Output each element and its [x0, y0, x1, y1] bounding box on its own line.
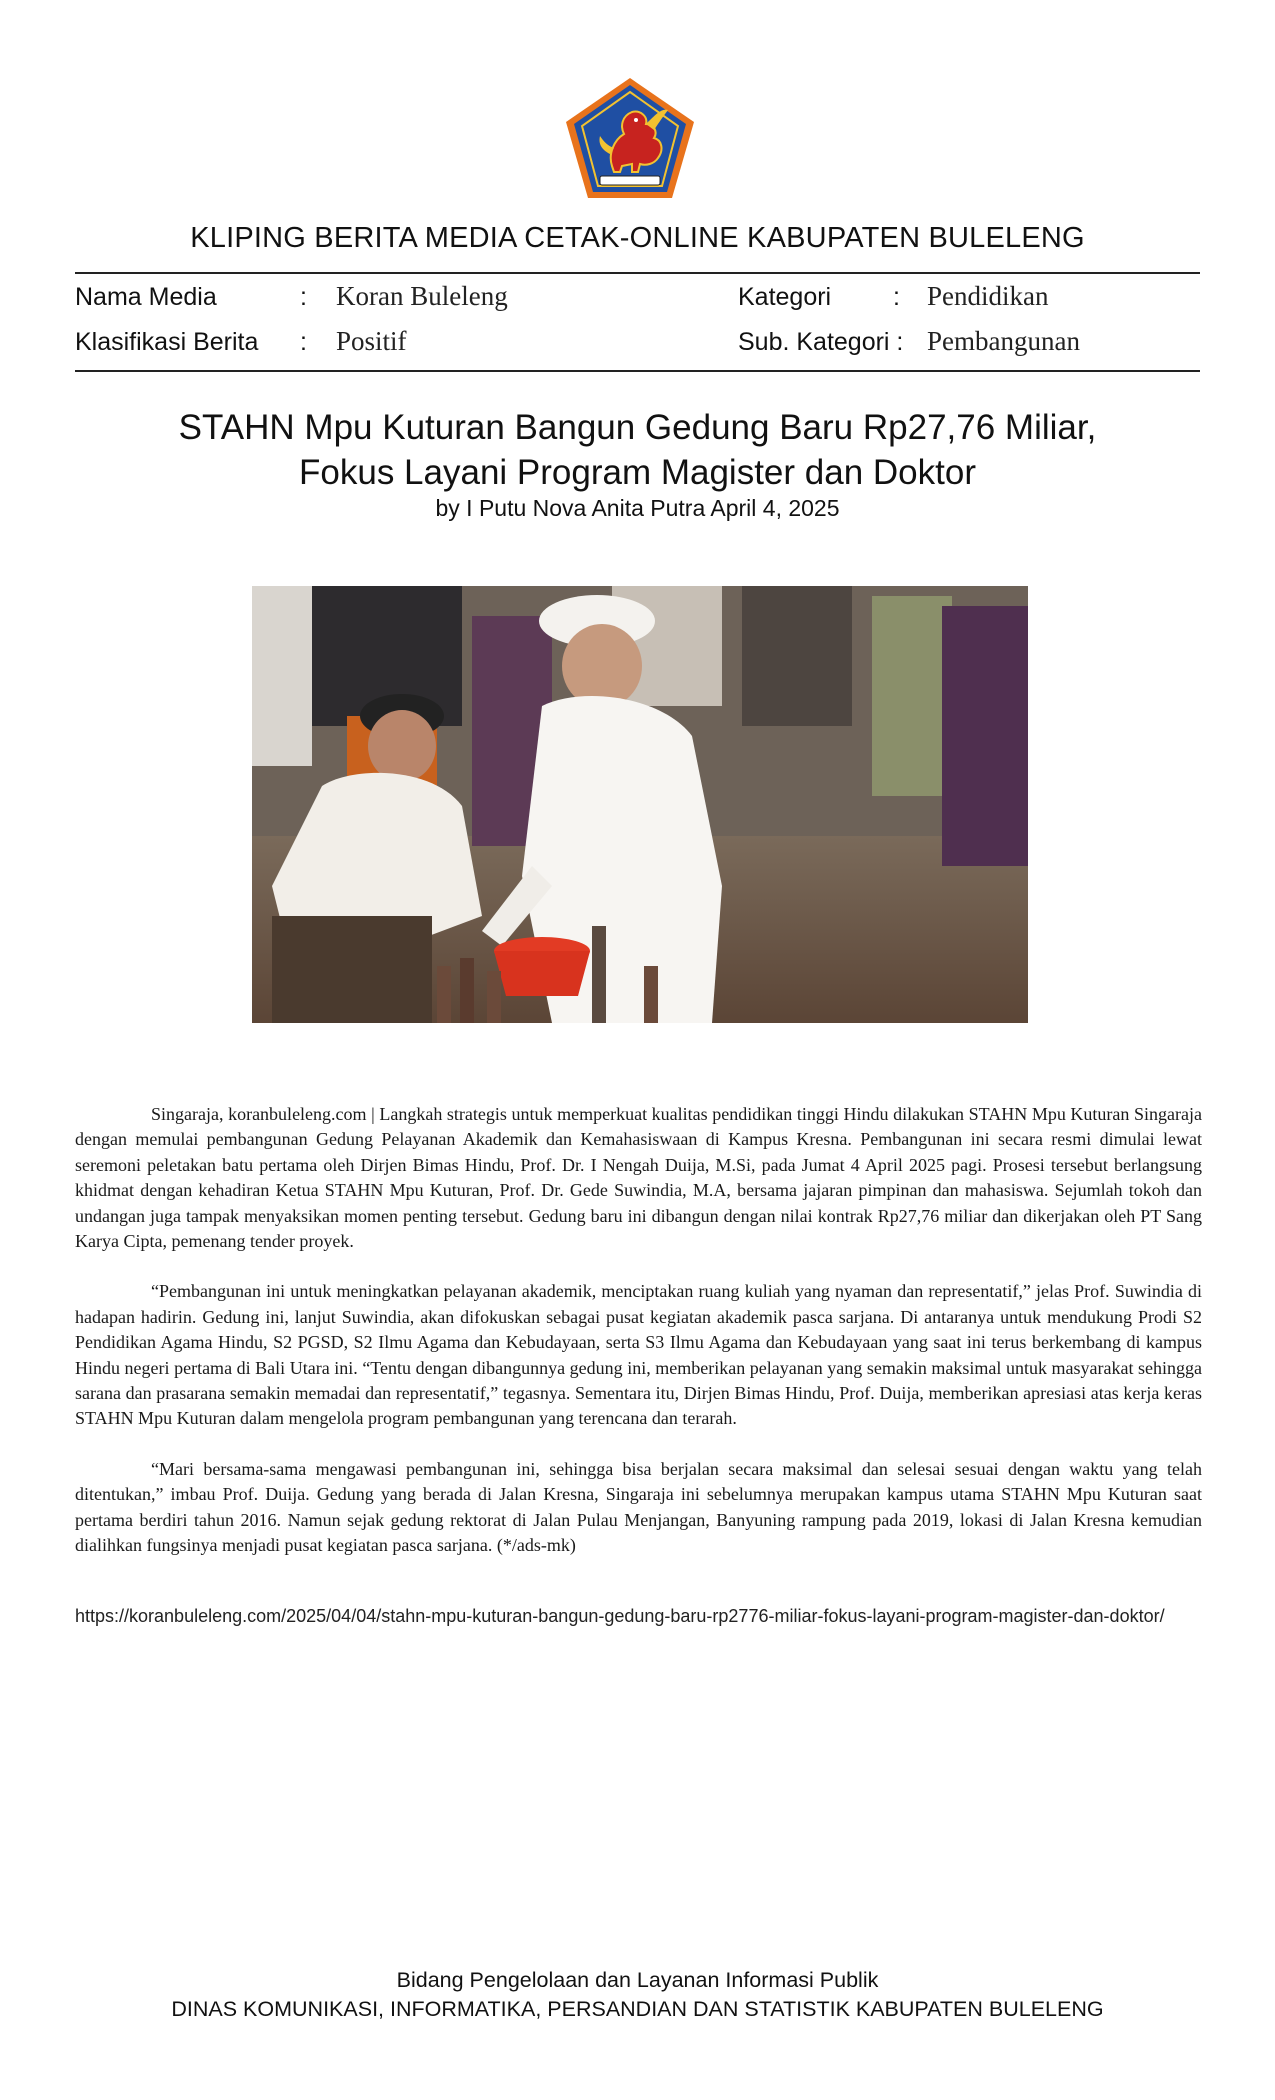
lion-emblem-icon: [562, 74, 698, 202]
category-label: Kategori: [738, 283, 832, 311]
header-divider-top: [75, 272, 1200, 274]
article-paragraph-2: “Pembangunan ini untuk meningkatkan pelayanan akademik, menciptakan ruang kuliah yang nyaman dan representatif,” jelas Prof. Suwindia di hadapan hadirin. Gedung ini, lanjut Suwindia, akan difokuskan sebagai pusat kegiatan akademik pasca sarjana. Di antaranya untuk mendukung Prodi S2 Pendidikan Agama Hindu, S2 PGSD, S2 Ilmu Agama dan Kebudayaan, serta S3 Ilmu Agama dan Kebudayaan yang saat ini terus berkembang di kampus Hindu negeri pertama di Bali Utara ini. “Tentu dengan dibangunnya gedung ini, memberikan pelayanan yang semakin maksimal untuk masyarakat sehingga sarana dan prasarana semakin memadai dan representatif,” tegasnya. Sementara itu, Dirjen Bimas Hindu, Prof. Duija, memberikan apresiasi atas kerja keras STAHN Mpu Kuturan dalam mengelola program pembangunan yang terencana dan terarah.: [75, 1281, 1202, 1429]
groundbreaking-ceremony-photo: [252, 586, 1028, 1023]
classification-colon: :: [300, 328, 307, 356]
category-value: Pendidikan: [927, 281, 1049, 311]
article-body: [75, 1102, 1202, 1584]
media-name-label: Nama Media: [75, 283, 217, 311]
subcategory-value: Pembangunan: [927, 326, 1080, 356]
subcategory-label: Sub. Kategori :: [738, 328, 904, 356]
media-name-value: Koran Buleleng: [336, 281, 508, 311]
footer-line-1: Bidang Pengelolaan dan Layanan Informasi Publik: [396, 1968, 879, 1992]
article-byline: by I Putu Nova Anita Putra April 4, 2025: [435, 495, 840, 521]
footer: [0, 1966, 1275, 2024]
article-title-line-2: Fokus Layani Program Magister dan Doktor: [299, 453, 976, 492]
article-title: [0, 405, 1275, 495]
classification-value: Positif: [336, 326, 407, 356]
regency-logo: [562, 74, 698, 202]
article-photo: [252, 586, 1028, 1023]
classification-label: Klasifikasi Berita: [75, 328, 259, 356]
category-colon: :: [893, 283, 900, 311]
article-title-line-1: STAHN Mpu Kuturan Bangun Gedung Baru Rp27,76 Miliar,: [178, 408, 1097, 447]
article-paragraph-1: Singaraja, koranbuleleng.com | Langkah strategis untuk memperkuat kualitas pendidikan tinggi Hindu dilakukan STAHN Mpu Kuturan Singaraja dengan memulai pembangunan Gedung Pelayanan Akademik dan Kemahasiswaan di Kampus Kresna. Pembangunan ini secara resmi dimulai lewat seremoni peletakan batu pertama oleh Dirjen Bimas Hindu, Prof. Dr. I Nengah Duija, M.Si, pada Jumat 4 April 2025 pagi. Prosesi tersebut berlangsung khidmat dengan kehadiran Ketua STAHN Mpu Kuturan, Prof. Dr. Gede Suwindia, M.A, bersama jajaran pimpinan dan mahasiswa. Sejumlah tokoh dan undangan juga tampak menyaksikan momen penting tersebut. Gedung baru ini dibangun dengan nilai kontrak Rp27,76 miliar dan dikerjakan oleh PT Sang Karya Cipta, pemenang tender proyek.: [75, 1104, 1202, 1252]
footer-line-2: DINAS KOMUNIKASI, INFORMATIKA, PERSANDIAN DAN STATISTIK KABUPATEN BULELENG: [171, 1997, 1104, 2021]
clipping-header-title: KLIPING BERITA MEDIA CETAK-ONLINE KABUPATEN BULELENG: [190, 222, 1085, 254]
source-url: https://koranbuleleng.com/2025/04/04/stahn-mpu-kuturan-bangun-gedung-baru-rp2776-miliar-fokus-layani-program-magister-dan-doktor/: [75, 1606, 1165, 1626]
header-divider-bottom: [75, 370, 1200, 372]
media-name-colon: :: [300, 283, 307, 311]
article-paragraph-3: “Mari bersama-sama mengawasi pembangunan ini, sehingga bisa berjalan secara maksimal dan selesai sesuai dengan waktu yang telah ditentukan,” imbau Prof. Duija. Gedung yang berada di Jalan Kresna, Singaraja ini sebelumnya merupakan kampus utama STAHN Mpu Kuturan saat pertama berdiri tahun 2016. Namun sejak gedung rektorat di Jalan Pulau Menjangan, Banyuning rampung pada 2019, lokasi di Jalan Kresna kemudian dialihkan fungsinya menjadi pusat kegiatan pasca sarjana. (*/ads-mk): [75, 1458, 1202, 1556]
